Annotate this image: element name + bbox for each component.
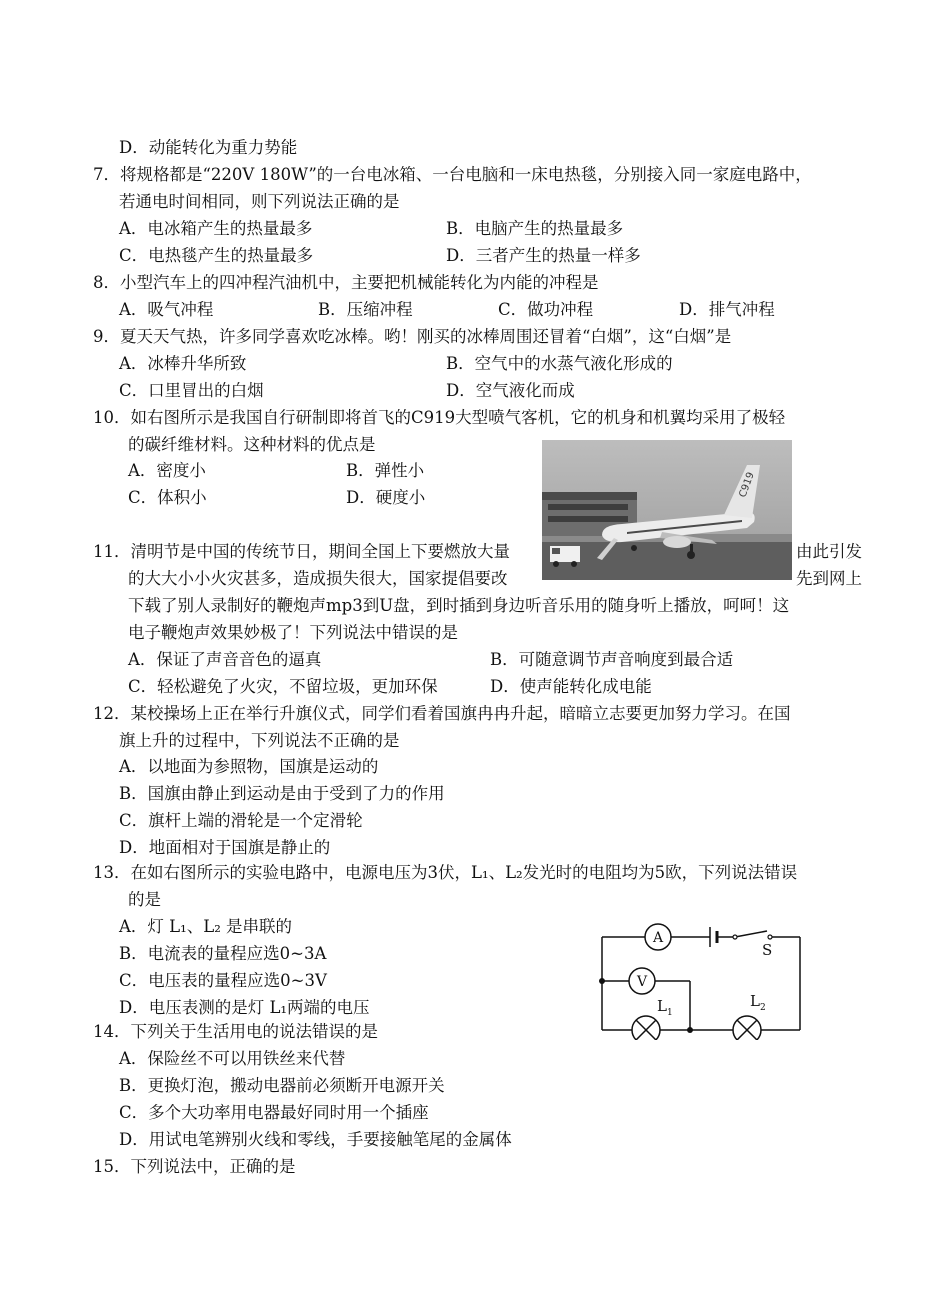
airplane-image	[542, 440, 792, 580]
switch-label: S	[762, 941, 773, 959]
q14-option-c: C．多个大功率用电器最好同时用一个插座	[119, 1103, 429, 1122]
q6-option-d: D．动能转化为重力势能	[119, 138, 298, 157]
lamp-l1-symbol	[632, 1016, 660, 1040]
q11-stem-line3: 下载了别人录制好的鞭炮声mp3到U盘，到时插到身边听音乐用的随身听上播放，呵呵！这	[128, 596, 790, 615]
lamp-l2-symbol	[733, 1016, 761, 1040]
q7-option-b: B．电脑产生的热量最多	[446, 219, 624, 238]
q8-option-a: A．吸气冲程	[119, 300, 214, 319]
q12-option-c: C．旗杆上端的滑轮是一个定滑轮	[119, 811, 363, 830]
plane-tail-label: C919	[737, 470, 757, 500]
q14-option-b: B．更换灯泡，搬动电器前必须断开电源开关	[119, 1076, 445, 1095]
ammeter-symbol	[645, 924, 671, 950]
q8-stem-line1: 8．小型汽车上的四冲程汽油机中，主要把机械能转化为内能的冲程是	[93, 273, 599, 292]
q11-stem-line2b: 先到网上	[796, 569, 862, 588]
q8-option-b: B．压缩冲程	[318, 300, 413, 319]
q9-option-c: C．口里冒出的白烟	[119, 381, 264, 400]
q10-option-a: A．密度小	[128, 461, 206, 480]
q12-stem-line2: 旗上升的过程中，下列说法不正确的是	[119, 731, 400, 750]
q9-option-b: B．空气中的水蒸气液化形成的	[446, 354, 673, 373]
voltmeter-label: V	[636, 974, 648, 990]
circuit-diagram	[595, 915, 810, 1040]
lamp1-label: L	[657, 997, 667, 1015]
q7-option-d: D．三者产生的热量一样多	[446, 246, 641, 265]
q11-stem-line1a: 11．清明节是中国的传统节日，期间全国上下要燃放大量	[93, 542, 510, 561]
q11-option-b: B．可随意调节声音响度到最合适	[490, 650, 734, 669]
lamp2-subscript: 2	[760, 1003, 766, 1013]
q10-stem-line2: 的碳纤维材料。这种材料的优点是	[128, 435, 376, 454]
q7-option-a: A．电冰箱产生的热量最多	[119, 219, 313, 238]
q12-option-d: D．地面相对于国旗是静止的	[119, 838, 331, 857]
ammeter-label: A	[652, 930, 664, 946]
q11-option-a: A．保证了声音音色的逼真	[128, 650, 322, 669]
q10-option-c: C．体积小	[128, 488, 207, 507]
q9-option-d: D．空气液化而成	[446, 381, 575, 400]
lamp2-label: L	[750, 992, 760, 1010]
q8-option-c: C．做功冲程	[498, 300, 594, 319]
q12-option-b: B．国旗由静止到运动是由于受到了力的作用	[119, 784, 445, 803]
voltmeter-symbol	[629, 968, 655, 994]
q13-stem-line1: 13．在如右图所示的实验电路中，电源电压为3伏，L₁、L₂发光时的电阻均为5欧，下列说法错误	[93, 863, 798, 882]
q7-stem-line2: 若通电时间相同，则下列说法正确的是	[119, 192, 400, 211]
q11-option-c: C．轻松避免了火灾，不留垃圾，更加环保	[128, 677, 438, 696]
q10-option-b: B．弹性小	[346, 461, 425, 480]
q9-stem-line1: 9．夏天天气热，许多同学喜欢吃冰棒。哟！刚买的冰棒周围还冒着“白烟”，这“白烟”是	[93, 327, 732, 346]
q12-option-a: A．以地面为参照物，国旗是运动的	[119, 757, 379, 776]
q7-stem-line1: 7．将规格都是“220V 180W”的一台电冰箱、一台电脑和一床电热毯，分别接入同一家庭电路中，	[93, 165, 812, 184]
q15-stem-line1: 15．下列说法中，正确的是	[93, 1157, 296, 1176]
q11-stem-line2a: 的大大小小火灾甚多，造成损失很大，国家提倡要改	[128, 569, 508, 588]
q13-option-d: D．电压表测的是灯 L₁两端的电压	[119, 998, 370, 1017]
q13-option-a: A．灯 L₁、L₂ 是串联的	[119, 917, 293, 936]
q14-option-d: D．用试电笔辨别火线和零线，手要接触笔尾的金属体	[119, 1130, 512, 1149]
q8-option-d: D．排气冲程	[679, 300, 775, 319]
q11-stem-line4: 电子鞭炮声效果妙极了！下列说法中错误的是	[128, 623, 458, 642]
q11-stem-line1b: 由此引发	[796, 542, 862, 561]
q7-option-c: C．电热毯产生的热量最多	[119, 246, 314, 265]
q12-stem-line1: 12．某校操场上正在举行升旗仪式，同学们看着国旗冉冉升起，暗暗立志要更加努力学习。在国	[93, 704, 791, 723]
q10-stem-line1: 10．如右图所示是我国自行研制即将首飞的C919大型喷气客机，它的机身和机翼均采用了极轻	[93, 408, 786, 427]
q13-option-c: C．电压表的量程应选0~3V	[119, 971, 327, 990]
q10-option-d: D．硬度小	[346, 488, 426, 507]
c919-airplane-photo	[542, 440, 792, 580]
q11-option-d: D．使声能转化成电能	[490, 677, 652, 696]
q13-option-b: B．电流表的量程应选0~3A	[119, 944, 327, 963]
q9-option-a: A．冰棒升华所致	[119, 354, 247, 373]
q14-option-a: A．保险丝不可以用铁丝来代替	[119, 1049, 346, 1068]
q13-stem-line2: 的是	[128, 890, 161, 909]
q14-stem-line1: 14．下列关于生活用电的说法错误的是	[93, 1022, 378, 1041]
lamp1-subscript: 1	[667, 1008, 673, 1018]
